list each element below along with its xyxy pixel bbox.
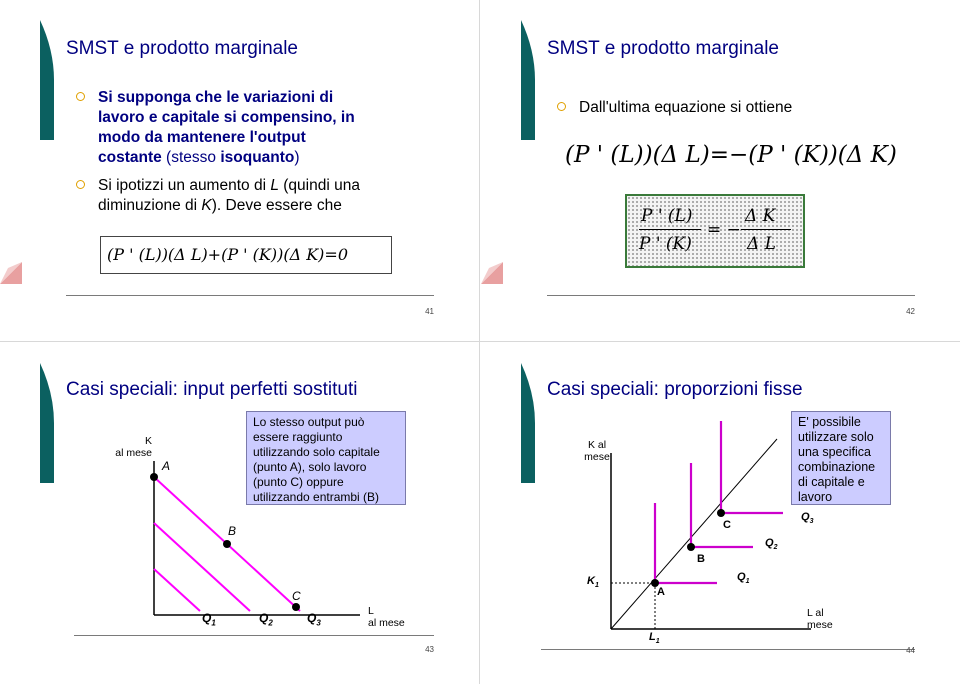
- isoquant-subscript: 1: [211, 618, 216, 628]
- point-a-marker: [150, 473, 158, 481]
- isoquant-letter: Q: [259, 611, 269, 625]
- bullet-icon: [76, 92, 85, 101]
- fraction-equals: = −: [707, 220, 741, 240]
- substitutes-diagram: [0, 343, 478, 683]
- equation: (P ' (L))(Δ L)+(P ' (K))(Δ K)=0: [107, 245, 349, 264]
- isoquant-q1-label: [202, 611, 216, 627]
- fraction-bar-left: [639, 229, 701, 230]
- isoquant-subscript: 2: [773, 544, 778, 552]
- k1-subscript: 1: [594, 582, 599, 590]
- l1-subscript: 1: [655, 638, 660, 646]
- isoquant-letter: Q: [307, 611, 317, 625]
- note-box: Lo stesso output può essere raggiunto utilizzando solo capitale (punto A), solo lavoro (punto C) oppure utilizzando entrambi (B): [246, 411, 406, 505]
- isoquant-letter: Q: [737, 571, 746, 583]
- point-b-label: B: [697, 553, 705, 565]
- bullet-icon: [557, 102, 566, 111]
- slide-44: [481, 343, 959, 683]
- slide-title: SMST e prodotto marginale: [547, 38, 779, 59]
- y-axis-label-line: mese: [584, 451, 610, 463]
- y-axis-label-line: al mese: [115, 447, 152, 459]
- isoquant-q2-label: [765, 537, 777, 551]
- isoquant-subscript: 2: [268, 618, 273, 628]
- isoquant-q1-label: [737, 571, 749, 585]
- bullet-text-emphasis: isoquanto: [220, 149, 295, 166]
- slide-42: [481, 0, 959, 340]
- bullet-text: ): [294, 149, 300, 166]
- k1-letter: K: [587, 575, 595, 587]
- point-b-marker: [223, 540, 231, 548]
- page-number: 41: [425, 307, 434, 316]
- point-c-marker: [292, 603, 300, 611]
- isoquant-subscript: 3: [316, 618, 321, 628]
- footer-rule: [541, 649, 915, 650]
- equation-box: [100, 236, 392, 274]
- slide-separator-vertical: [479, 0, 480, 684]
- x-axis-label-line: L al: [807, 607, 824, 619]
- isoquant-subscript: 3: [809, 518, 814, 526]
- fraction-box: [625, 194, 805, 268]
- slide-corner-decoration: [0, 262, 22, 284]
- fraction-bar-right: [741, 229, 791, 230]
- bullet-text-emphasis: costante: [98, 149, 162, 166]
- bullet-text: ). Deve essere che: [211, 197, 342, 214]
- isoquant-q3-label: [801, 511, 813, 525]
- point-b-marker: [687, 543, 695, 551]
- slide-43: [0, 343, 478, 683]
- bullet-text-var: L: [270, 177, 279, 194]
- isoquant-letter: Q: [801, 511, 810, 523]
- isoquant-q2-label: [259, 611, 273, 627]
- slide-title: SMST e prodotto marginale: [66, 38, 298, 59]
- y-axis-label-line: K: [144, 435, 152, 447]
- bullet-text: (quindi una: [278, 177, 360, 194]
- bullet-text-line: lavoro e capitale si compensino, in: [98, 109, 355, 126]
- bullet-item: [557, 98, 937, 118]
- l1-letter: L: [649, 631, 656, 643]
- bullet-item: [76, 88, 456, 168]
- fixed-proportions-diagram: [481, 343, 959, 683]
- fraction-numerator-right: Δ K: [745, 206, 776, 226]
- equation: (P ' (L))(Δ L)=−(P ' (K))(Δ K): [565, 142, 897, 168]
- bullet-text: Dall'ultima equazione si ottiene: [579, 99, 793, 116]
- l1-label: [649, 631, 660, 645]
- footer-rule: [66, 295, 434, 296]
- bullet-text-line: Si supponga che le variazioni di: [98, 89, 334, 106]
- bullet-text-var: K: [201, 197, 212, 214]
- isoquant-letter: Q: [765, 537, 774, 549]
- bullet-text: (stesso: [161, 149, 221, 166]
- point-c-marker: [717, 509, 725, 517]
- expansion-ray: [611, 439, 777, 629]
- k1-label: [587, 575, 599, 589]
- point-c-label: C: [723, 519, 731, 531]
- point-b-label: B: [228, 524, 237, 538]
- footer-rule: [74, 635, 434, 636]
- slide-separator-horizontal: [0, 341, 960, 342]
- isoquant-q1: [154, 569, 200, 611]
- x-axis-label-line: mese: [807, 619, 833, 631]
- page-number: 42: [906, 307, 915, 316]
- slide-41: [0, 0, 478, 340]
- bullet-text-line: modo da mantenere l'output: [98, 129, 306, 146]
- slide-title: Casi speciali: proporzioni fisse: [547, 379, 803, 400]
- slide-title: Casi speciali: input perfetti sostituti: [66, 379, 358, 400]
- bullet-text: Si ipotizzi un aumento di: [98, 177, 271, 194]
- fraction-denominator-right: Δ L: [747, 234, 776, 254]
- point-a-label: A: [657, 586, 665, 598]
- note-box: E' possibile utilizzare solo una specifica combinazione di capitale e lavoro: [791, 411, 891, 505]
- bullet-text: diminuzione di: [98, 197, 202, 214]
- slide-accent-bar: [521, 20, 535, 140]
- slide-corner-decoration: [481, 262, 503, 284]
- page-number: 43: [425, 645, 434, 654]
- y-axis-label-line: K al: [587, 439, 607, 451]
- x-axis-label-line: al mese: [368, 617, 405, 629]
- point-a-label: A: [162, 459, 171, 473]
- slide-accent-bar: [40, 20, 54, 140]
- bullet-item: [76, 176, 456, 216]
- isoquant-letter: Q: [202, 611, 212, 625]
- fraction-numerator-left: P ' (L): [641, 206, 693, 226]
- x-axis-label-line: L: [368, 605, 374, 617]
- page-number: 44: [906, 646, 915, 655]
- point-c-label: C: [292, 589, 301, 603]
- bullet-icon: [76, 180, 85, 189]
- fraction-denominator-left: P ' (K): [639, 234, 692, 254]
- isoquant-q3-label: [307, 611, 321, 627]
- isoquant-subscript: 1: [745, 578, 750, 586]
- footer-rule: [547, 295, 915, 296]
